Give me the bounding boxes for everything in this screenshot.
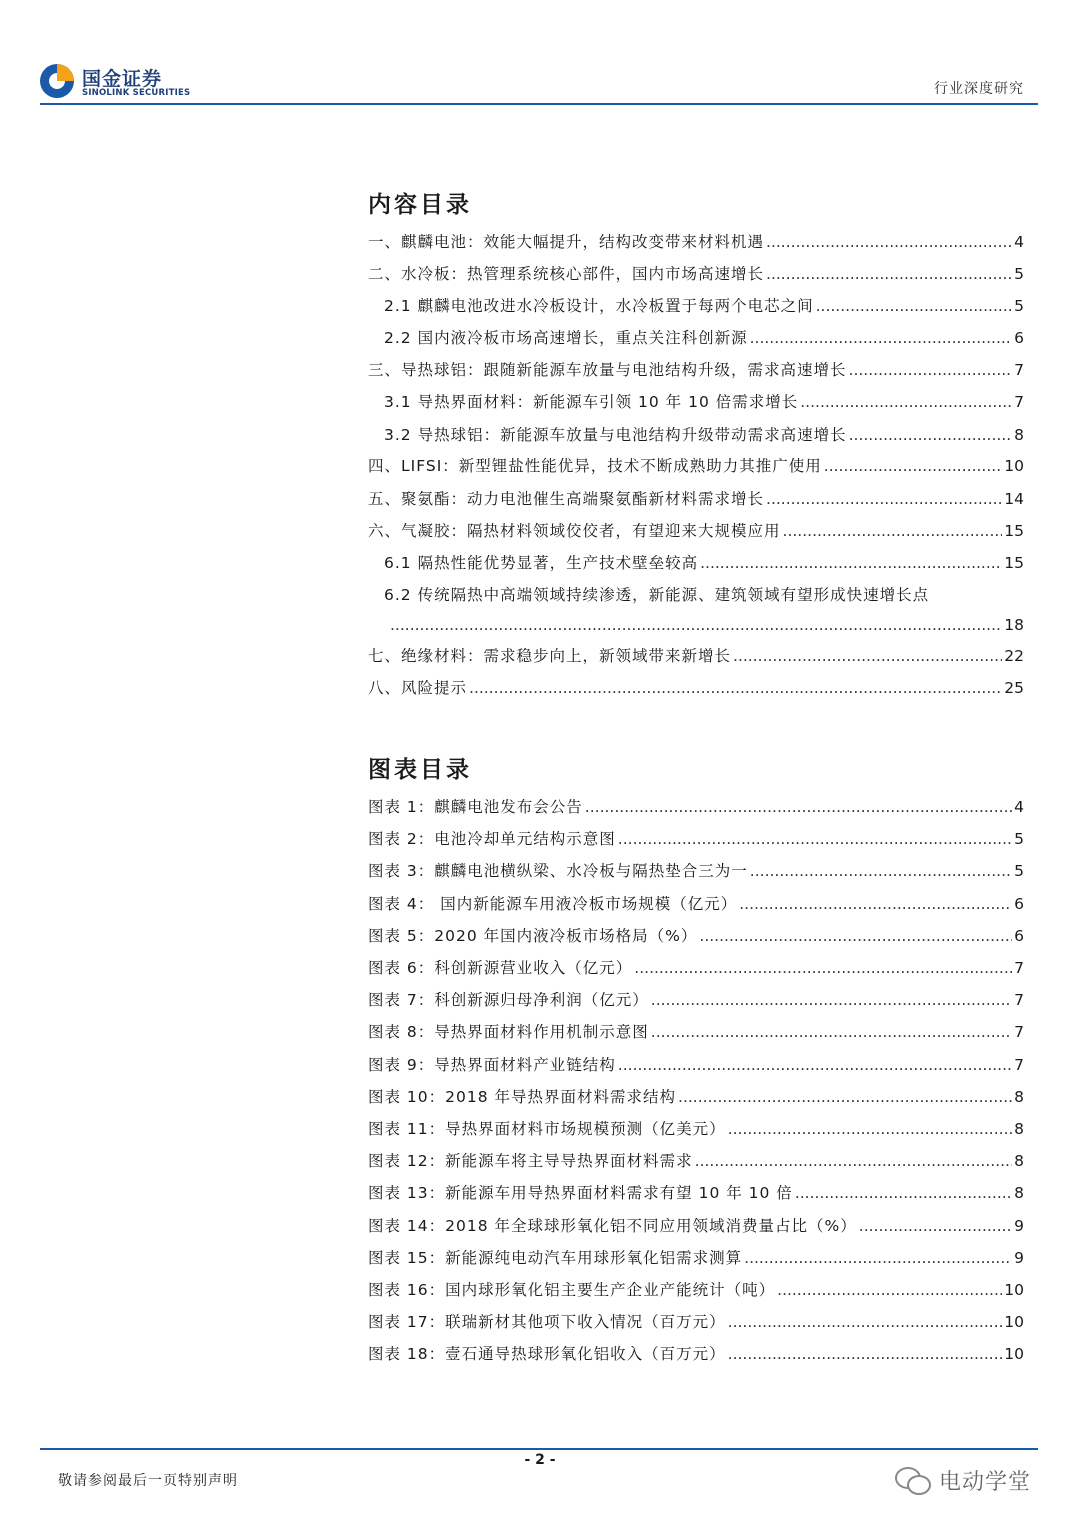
page-header	[40, 58, 1038, 106]
contents-item[interactable]	[368, 264, 1024, 284]
figure-item[interactable]	[368, 958, 1024, 978]
figure-item-page: 8	[1014, 1088, 1024, 1106]
logo-english-name: SINOLINK SECURITIES	[82, 88, 191, 98]
dot-leader	[849, 425, 1013, 445]
dot-leader	[728, 1312, 1003, 1332]
contents-item-page: 7	[1014, 361, 1024, 379]
figure-item-page: 6	[1014, 927, 1024, 945]
contents-item-page: 14	[1004, 490, 1024, 508]
contents-item[interactable]	[384, 328, 1024, 348]
contents-item-text: 三、导热球铝：跟随新能源车放量与电池结构升级，需求高速增长	[368, 361, 847, 379]
dot-leader	[859, 1216, 1012, 1236]
figure-item-page: 7	[1014, 1023, 1024, 1041]
dot-leader	[618, 1055, 1012, 1075]
contents-item[interactable]	[384, 553, 1024, 573]
figure-item[interactable]	[368, 1119, 1024, 1139]
page-number: - 2 -	[524, 1452, 556, 1468]
contents-item[interactable]	[368, 360, 1024, 380]
contents-item[interactable]	[368, 232, 1024, 252]
dot-leader	[766, 264, 1012, 284]
figure-item-page: 4	[1014, 798, 1024, 816]
dot-leader	[695, 1151, 1012, 1171]
figure-item-text: 图表 10：2018 年导热界面材料需求结构	[368, 1088, 677, 1106]
contents-item[interactable]	[384, 585, 1024, 605]
figure-item-text: 图表 6：科创新源营业收入（亿元）	[368, 959, 633, 977]
dot-leader	[744, 1248, 1012, 1268]
contents-item-page: 8	[1014, 426, 1024, 444]
dot-leader	[634, 958, 1012, 978]
dot-leader	[699, 926, 1012, 946]
dot-leader	[728, 1119, 1012, 1139]
company-logo	[40, 60, 210, 104]
dot-leader	[824, 456, 1003, 476]
contents-item[interactable]	[384, 296, 1024, 316]
contents-item-text: 七、绝缘材料：需求稳步向上，新领域带来新增长	[368, 647, 732, 665]
figure-item[interactable]	[368, 1216, 1024, 1236]
dot-leader	[777, 1280, 1002, 1300]
figure-item-text: 图表 9：导热界面材料产业链结构	[368, 1056, 616, 1074]
figure-item-page: 9	[1014, 1217, 1024, 1235]
contents-item-page: 15	[1004, 522, 1024, 540]
contents-item-page: 15	[1004, 554, 1024, 572]
figure-item-text: 图表 1：麒麟电池发布会公告	[368, 798, 583, 816]
dot-leader	[795, 1183, 1012, 1203]
figure-item-text: 图表 8：导热界面材料作用机制示意图	[368, 1023, 649, 1041]
figures-title: 图表目录	[368, 757, 472, 783]
figure-item-text: 图表 15：新能源纯电动汽车用球形氧化铝需求测算	[368, 1249, 743, 1267]
dot-leader	[678, 1087, 1012, 1107]
figure-item-text: 图表 7：科创新源归母净利润（亿元）	[368, 991, 649, 1009]
dot-leader	[651, 990, 1012, 1010]
dot-leader	[651, 1022, 1012, 1042]
dot-leader	[816, 296, 1013, 316]
dot-leader	[728, 1344, 1003, 1364]
dot-leader	[585, 797, 1012, 817]
sinolink-logo-icon	[40, 64, 74, 98]
figure-item[interactable]	[368, 1183, 1024, 1203]
contents-item[interactable]	[368, 489, 1024, 509]
dot-leader	[700, 553, 1002, 573]
contents-item[interactable]	[384, 392, 1024, 412]
figure-item[interactable]	[368, 926, 1024, 946]
contents-item[interactable]	[368, 678, 1024, 698]
contents-title: 内容目录	[368, 192, 472, 218]
figure-item[interactable]	[368, 1312, 1024, 1332]
dot-leader	[750, 328, 1013, 348]
contents-item-page: 5	[1014, 265, 1024, 283]
figure-item-page: 6	[1014, 895, 1024, 913]
dot-leader	[390, 615, 1002, 635]
figure-item-text: 图表 17：联瑞新材其他项下收入情况（百万元）	[368, 1313, 726, 1331]
figure-item[interactable]	[368, 1055, 1024, 1075]
dot-leader	[469, 678, 1002, 698]
figure-item-text: 图表 18：壹石通导热球形氧化铝收入（百万元）	[368, 1345, 726, 1363]
figure-item[interactable]	[368, 1248, 1024, 1268]
contents-item[interactable]	[368, 646, 1024, 666]
watermark-text: 电动学堂	[939, 1469, 1032, 1495]
dot-leader	[849, 360, 1013, 380]
figure-item-page: 7	[1014, 991, 1024, 1009]
contents-item-page: 4	[1014, 233, 1024, 251]
figure-item[interactable]	[368, 894, 1024, 914]
dot-leader	[618, 829, 1012, 849]
contents-item-page: 5	[1014, 297, 1024, 315]
contents-item-text: 四、LIFSI：新型锂盐性能优异，技术不断成熟助力其推广使用	[368, 457, 822, 475]
figure-item-text: 图表 13：新能源车用导热界面材料需求有望 10 年 10 倍	[368, 1184, 793, 1202]
figure-item[interactable]	[368, 1280, 1024, 1300]
figure-item-page: 5	[1014, 830, 1024, 848]
figure-item[interactable]	[368, 1087, 1024, 1107]
contents-item-text: 一、麒麟电池：效能大幅提升，结构改变带来材料机遇	[368, 233, 765, 251]
figure-item[interactable]	[368, 829, 1024, 849]
header-divider	[40, 103, 1038, 105]
dot-leader	[750, 861, 1012, 881]
contents-item-text: 6.1 隔热性能优势显著，生产技术壁垒较高	[384, 554, 699, 572]
contents-item-text: 五、聚氨酯：动力电池催生高端聚氨酯新材料需求增长	[368, 490, 765, 508]
figure-item[interactable]	[368, 1151, 1024, 1171]
figure-item-page: 8	[1014, 1120, 1024, 1138]
figure-item-page: 10	[1004, 1345, 1024, 1363]
figure-item-text: 图表 16：国内球形氧化铝主要生产企业产能统计（吨）	[368, 1281, 776, 1299]
figure-item[interactable]	[368, 990, 1024, 1010]
contents-item-page: 6	[1014, 329, 1024, 347]
contents-item-text: 3.1 导热界面材料：新能源车引领 10 年 10 倍需求增长	[384, 393, 799, 411]
figure-item[interactable]	[368, 797, 1024, 817]
figure-item-page: 7	[1014, 1056, 1024, 1074]
figure-item-text: 图表 3：麒麟电池横纵梁、水冷板与隔热垫合三为一	[368, 862, 748, 880]
contents-item-text: 3.2 导热球铝：新能源车放量与电池结构升级带动需求高速增长	[384, 426, 847, 444]
contents-item[interactable]	[368, 456, 1024, 476]
figure-item-page: 9	[1014, 1249, 1024, 1267]
dot-leader	[739, 894, 1012, 914]
footer-divider	[40, 1448, 1038, 1450]
figure-item-page: 7	[1014, 959, 1024, 977]
wechat-icon	[893, 1463, 933, 1497]
figure-item-text: 图表 14：2018 年全球球形氧化铝不同应用领域消费量占比（%）	[368, 1217, 857, 1235]
contents-item-text: 二、水冷板：热管理系统核心部件，国内市场高速增长	[368, 265, 765, 283]
figure-item-text: 图表 5：2020 年国内液冷板市场格局（%）	[368, 927, 698, 945]
contents-item-text: 2.2 国内液冷板市场高速增长，重点关注科创新源	[384, 329, 748, 347]
figure-item-page: 10	[1004, 1313, 1024, 1331]
contents-item-text: 六、气凝胶：隔热材料领域佼佼者，有望迎来大规模应用	[368, 522, 781, 540]
contents-item[interactable]	[368, 521, 1024, 541]
dot-leader	[766, 232, 1012, 252]
contents-item-leader	[388, 615, 1024, 635]
contents-item-page: 10	[1004, 457, 1024, 475]
contents-item-page: 18	[1004, 616, 1024, 634]
contents-item-page: 7	[1014, 393, 1024, 411]
dot-leader	[766, 489, 1002, 509]
contents-item-page: 22	[1004, 647, 1024, 665]
report-type: 行业深度研究	[934, 81, 1024, 97]
disclaimer-text: 敬请参阅最后一页特别声明	[58, 1473, 238, 1489]
figure-item[interactable]	[368, 1022, 1024, 1042]
figure-item[interactable]	[368, 861, 1024, 881]
contents-item-page: 25	[1004, 679, 1024, 697]
contents-item-text: 八、风险提示	[368, 679, 468, 697]
contents-item-text: 2.1 麒麟电池改进水冷板设计，水冷板置于每两个电芯之间	[384, 297, 814, 315]
dot-leader	[800, 392, 1012, 412]
contents-item[interactable]	[384, 425, 1024, 445]
figure-item-text: 图表 12：新能源车将主导导热界面材料需求	[368, 1152, 693, 1170]
figure-item-page: 5	[1014, 862, 1024, 880]
figure-item-page: 8	[1014, 1184, 1024, 1202]
figure-item-text: 图表 11：导热界面材料市场规模预测（亿美元）	[368, 1120, 726, 1138]
figure-item-text: 图表 4： 国内新能源车用液冷板市场规模（亿元）	[368, 895, 738, 913]
figure-item[interactable]	[368, 1344, 1024, 1364]
figure-item-page: 10	[1004, 1281, 1024, 1299]
figure-item-page: 8	[1014, 1152, 1024, 1170]
watermark	[893, 1460, 1031, 1500]
contents-item-text: 6.2 传统隔热中高端领域持续渗透，新能源、建筑领域有望形成快速增长点	[384, 586, 930, 604]
logo-chinese-name: 国金证券	[82, 68, 163, 90]
dot-leader	[733, 646, 1002, 666]
dot-leader	[783, 521, 1003, 541]
figure-item-text: 图表 2：电池冷却单元结构示意图	[368, 830, 616, 848]
